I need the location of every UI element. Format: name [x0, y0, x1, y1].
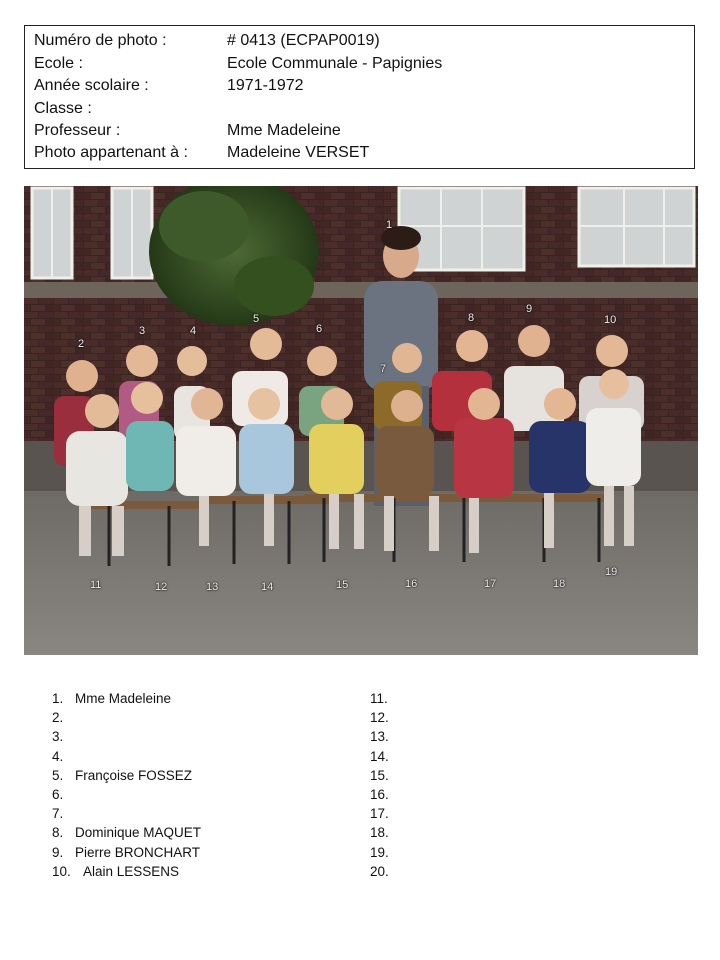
info-value: Ecole Communale - Papignies [227, 55, 443, 72]
list-item-number: 5. [52, 768, 64, 783]
info-label: Ecole : [34, 55, 83, 72]
photo-number-label: 17 [484, 578, 497, 590]
class-photo-illustration [24, 186, 698, 655]
list-item-number: 20. [370, 864, 389, 879]
list-item-number: 7. [52, 806, 64, 821]
list-item-number: 2. [52, 710, 64, 725]
list-item-number: 4. [52, 749, 64, 764]
info-label: Photo appartenant à : [34, 144, 188, 161]
list-item-number: 16. [370, 787, 389, 802]
list-item-number: 18. [370, 825, 389, 840]
list-item-number: 9. [52, 845, 64, 860]
list-item-number: 10. [52, 864, 71, 879]
photo-number-label: 10 [604, 314, 617, 326]
photo-number-label: 5 [253, 313, 260, 325]
info-label: Année scolaire : [34, 77, 149, 94]
info-value: Mme Madeleine [227, 122, 341, 139]
photo-number-label: 9 [526, 303, 533, 315]
list-item-name: Alain LESSENS [83, 864, 180, 879]
list-item-number: 1. [52, 691, 64, 706]
info-value: Madeleine VERSET [227, 144, 370, 161]
photo-number-label: 14 [261, 581, 274, 593]
list-item-number: 15. [370, 768, 389, 783]
photo-number-label: 4 [190, 325, 197, 337]
photo-number-label: 16 [405, 578, 418, 590]
photo-number-label: 2 [78, 338, 85, 350]
list-item-name: Dominique MAQUET [75, 825, 202, 840]
list-item-number: 13. [370, 729, 389, 744]
photo-number-label: 6 [316, 323, 323, 335]
info-value: 1971-1972 [227, 77, 304, 94]
list-item-number: 17. [370, 806, 389, 821]
list-item-name: Pierre BRONCHART [75, 845, 201, 860]
list-item-number: 12. [370, 710, 389, 725]
list-item-name: Mme Madeleine [75, 691, 172, 706]
photo-number-label: 15 [336, 579, 349, 591]
list-item-number: 11. [370, 691, 388, 706]
photo-number-label: 13 [206, 581, 219, 593]
photo-number-label: 1 [386, 219, 393, 231]
photo-number-label: 11 [90, 579, 102, 591]
photo-number-label: 3 [139, 325, 146, 337]
photo-number-label: 19 [605, 566, 618, 578]
info-value: # 0413 (ECPAP0019) [227, 32, 380, 49]
info-label: Professeur : [34, 122, 121, 139]
photo-number-label: 7 [380, 363, 387, 375]
photo-info-box [24, 25, 695, 169]
info-label: Classe : [34, 100, 92, 117]
list-item-number: 8. [52, 825, 64, 840]
list-item-name: Françoise FOSSEZ [75, 768, 193, 783]
list-item-number: 14. [370, 749, 389, 764]
list-item-number: 3. [52, 729, 64, 744]
photo-number-label: 18 [553, 578, 566, 590]
photo-number-label: 8 [468, 312, 475, 324]
class-photo [24, 186, 698, 655]
list-item-number: 19. [370, 845, 389, 860]
info-label: Numéro de photo : [34, 32, 167, 49]
list-item-number: 6. [52, 787, 64, 802]
photo-number-label: 12 [155, 581, 168, 593]
